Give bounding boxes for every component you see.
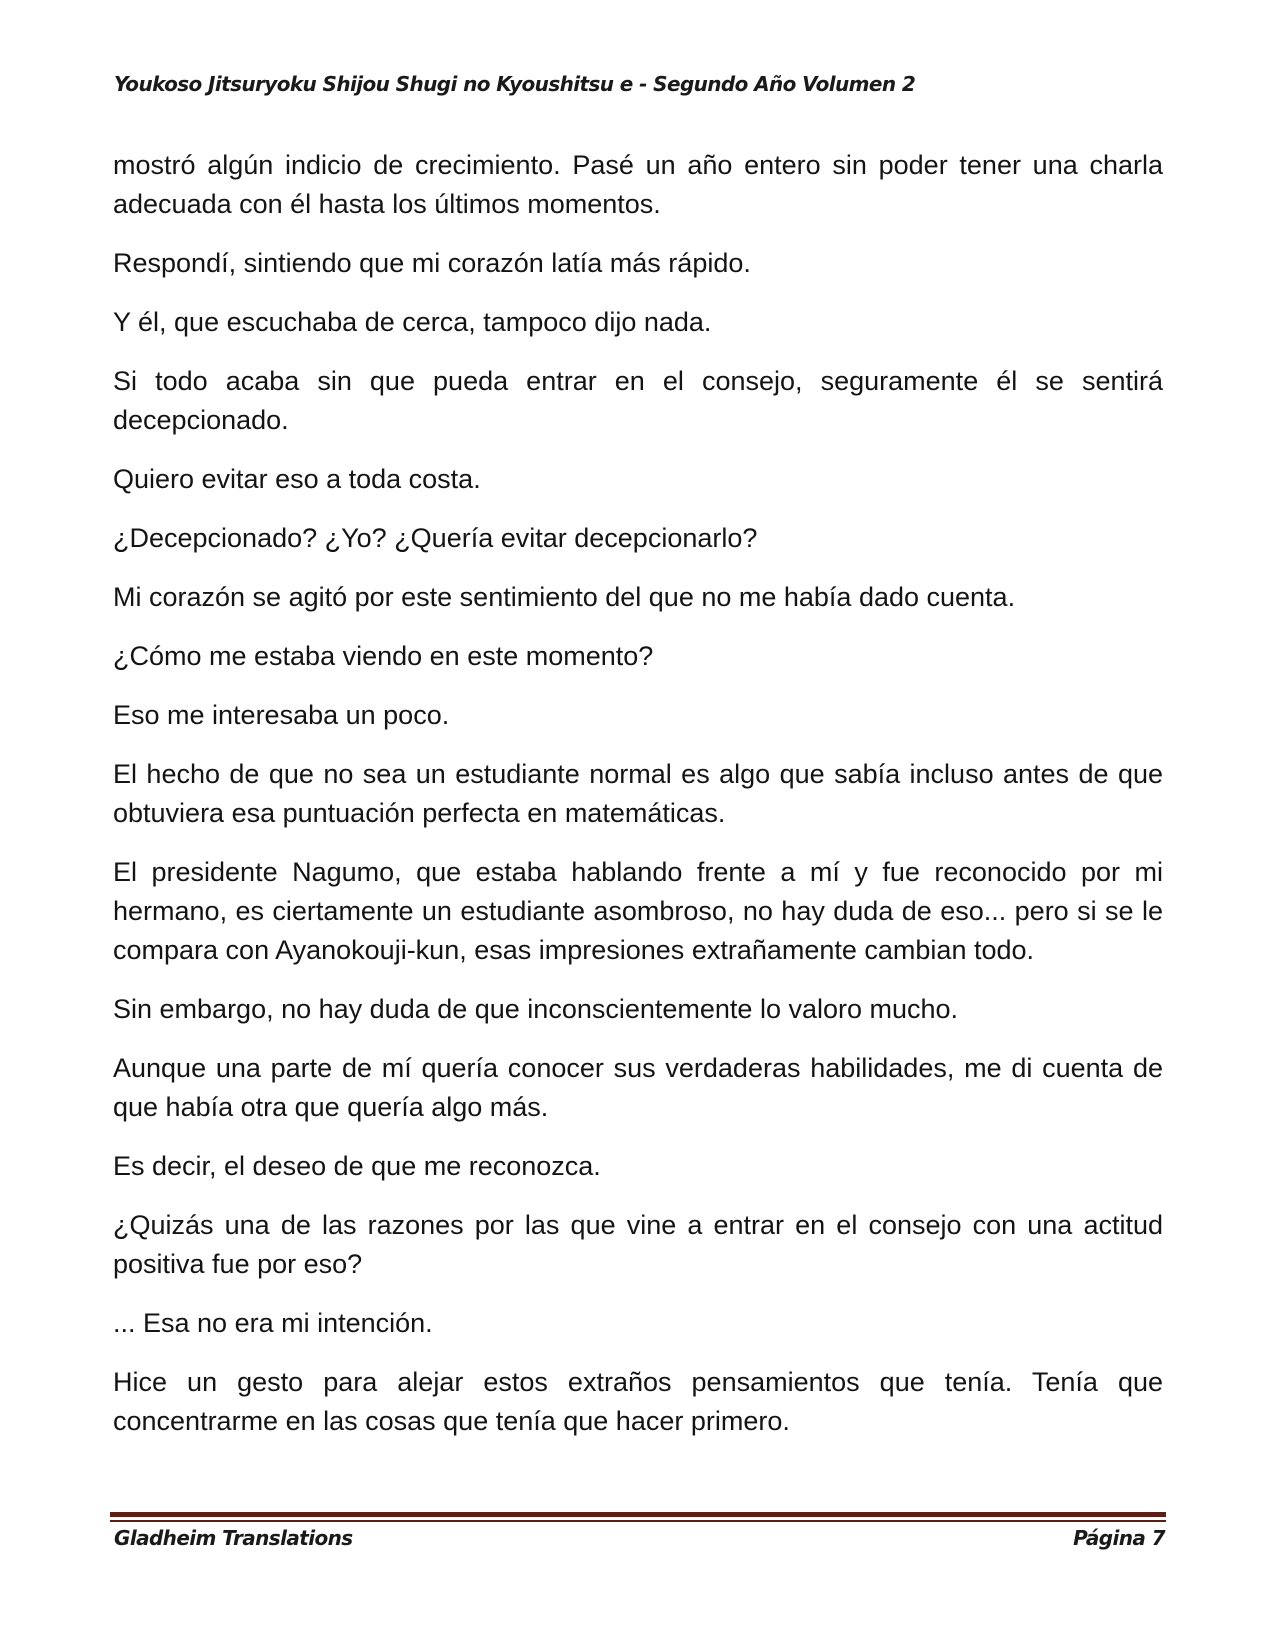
paragraph: Sin embargo, no hay duda de que inconscientemente lo valoro mucho. xyxy=(113,994,959,1024)
paragraph: ... Esa no era mi intención. xyxy=(113,1308,433,1338)
paragraph: El hecho de que no sea un estudiante normal es algo que sabía incluso antes de que obtuviera esa puntuación perfecta en matemáticas. xyxy=(113,759,1163,828)
paragraph: Respondí, sintiendo que mi corazón latía más rápido. xyxy=(113,248,751,278)
paragraph: ¿Decepcionado? ¿Yo? ¿Quería evitar decepcionarlo? xyxy=(113,523,758,553)
paragraph: Eso me interesaba un poco. xyxy=(113,700,450,730)
paragraph: Aunque una parte de mí quería conocer sus verdaderas habilidades, me di cuenta de que había otra que quería algo más. xyxy=(113,1053,1163,1122)
paragraph: Si todo acaba sin que pueda entrar en el consejo, seguramente él se sentirá decepcionado. xyxy=(113,366,1163,435)
footer-divider-thick xyxy=(110,1512,1166,1517)
paragraph: Hice un gesto para alejar estos extraños pensamientos que tenía. Tenía que concentrarme en las cosas que tenía que hacer primero. xyxy=(113,1367,1163,1436)
paragraph: ¿Cómo me estaba viendo en este momento? xyxy=(113,641,654,671)
paragraph: Quiero evitar eso a toda costa. xyxy=(113,464,481,494)
paragraph: mostró algún indicio de crecimiento. Pasé un año entero sin poder tener una charla adecuada con él hasta los últimos momentos. xyxy=(113,150,1163,219)
body-text xyxy=(113,146,1163,1461)
page-number: Página 7 xyxy=(1073,1526,1165,1550)
paragraph: Y él, que escuchaba de cerca, tampoco dijo nada. xyxy=(113,307,712,337)
paragraph: El presidente Nagumo, que estaba hablando frente a mí y fue reconocido por mi hermano, es ciertamente un estudiante asombroso, no hay duda de eso... pero si se le compara con Ayanokouji-kun, esas impresiones extrañamente cambian todo. xyxy=(113,857,1163,965)
paragraph: ¿Quizás una de las razones por las que vine a entrar en el consejo con una actitud positiva fue por eso? xyxy=(113,1210,1163,1279)
page-header-title: Youkoso Jitsuryoku Shijou Shugi no Kyoushitsu e - Segundo Año Volumen 2 xyxy=(114,72,916,96)
footer-credit: Gladheim Translations xyxy=(114,1526,353,1550)
paragraph: Es decir, el deseo de que me reconozca. xyxy=(113,1151,601,1181)
paragraph: Mi corazón se agitó por este sentimiento del que no me había dado cuenta. xyxy=(113,582,1016,612)
footer-divider-thin xyxy=(110,1520,1166,1522)
